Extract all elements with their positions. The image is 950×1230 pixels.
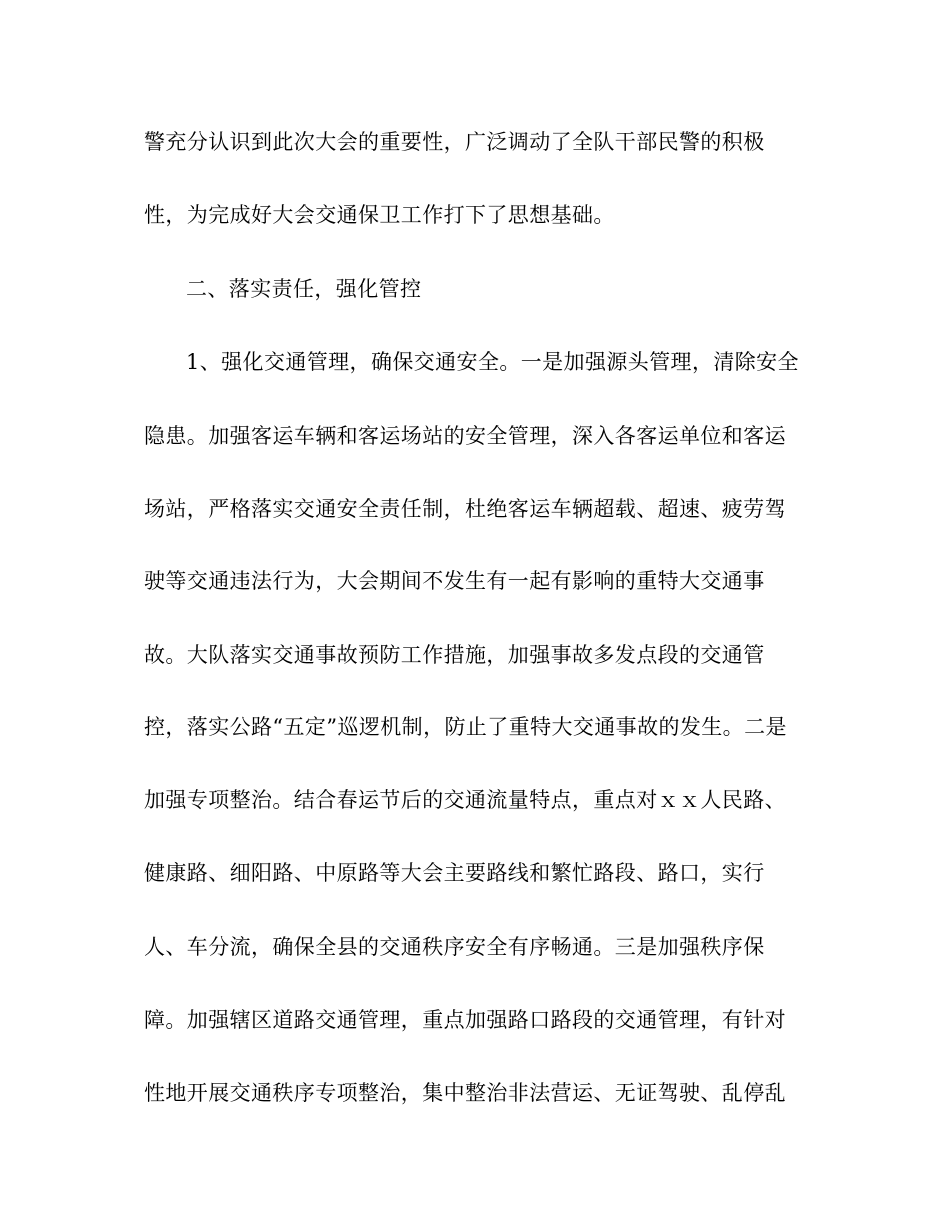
text-line: 健康路、细阳路、中原路等大会主要路线和繁忙路段、路口，实行	[144, 861, 765, 885]
text-line: 警充分认识到此次大会的重要性，广泛调动了全队干部民警的积极	[144, 130, 765, 154]
text-line: 场站，严格落实交通安全责任制，杜绝客运车辆超载、超速、疲劳驾	[144, 497, 786, 521]
text-line: 控，落实公路“五定”巡逻机制，防止了重特大交通事故的发生。二是	[144, 715, 787, 739]
text-line: 障。加强辖区道路交通管理，重点加强路口路段的交通管理，有针对	[144, 1008, 786, 1032]
text-line: 人、车分流，确保全县的交通秩序安全有序畅通。三是加强秩序保	[144, 935, 765, 959]
text-line: 故。大队落实交通事故预防工作措施，加强事故多发点段的交通管	[144, 643, 765, 667]
section-heading: 二、落实责任，强化管控	[186, 277, 422, 301]
paragraph-start-line: 1、强化交通管理，确保交通安全。一是加强源头管理，清除安全	[186, 350, 799, 374]
text-line: 隐患。加强客运车辆和客运场站的安全管理，深入各客运单位和客运	[144, 424, 786, 448]
text-line: 加强专项整治。结合春运节后的交通流量特点，重点对ｘｘ人民路、	[144, 788, 786, 812]
text-line: 性地开展交通秩序专项整治，集中整治非法营运、无证驾驶、乱停乱	[144, 1081, 786, 1105]
text-line: 驶等交通违法行为，大会期间不发生有一起有影响的重特大交通事	[144, 569, 765, 593]
text-line: 性，为完成好大会交通保卫工作打下了思想基础。	[144, 203, 615, 227]
